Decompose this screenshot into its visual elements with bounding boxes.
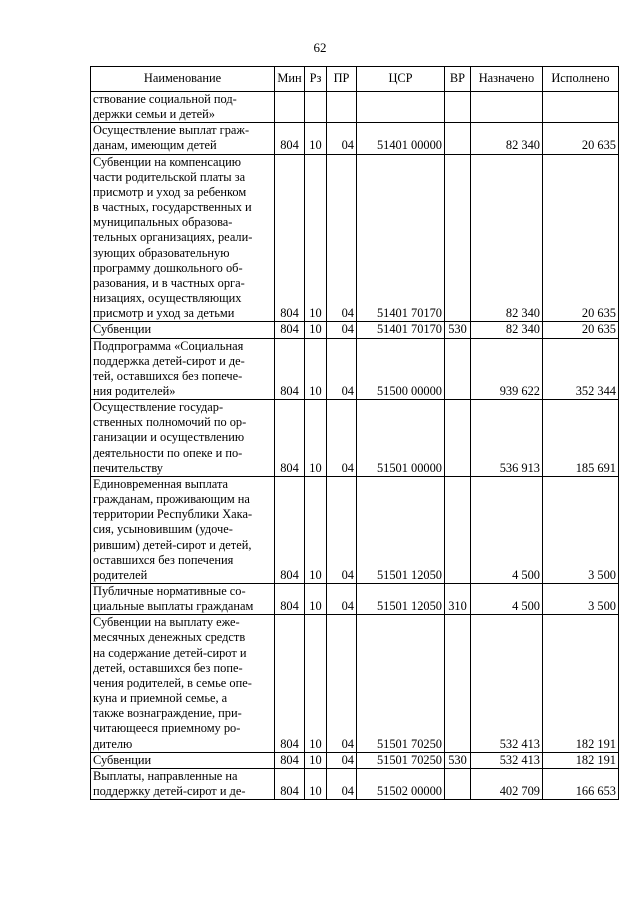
- table-row: [91, 615, 619, 752]
- table-row: [91, 584, 619, 615]
- cell-executed: 3 500: [543, 584, 619, 615]
- cell-csr: 51500 00000: [357, 338, 445, 400]
- cell-csr: 51401 00000: [357, 123, 445, 154]
- cell-pr: 04: [327, 768, 357, 799]
- cell-name: Подпрограмма «Социальная поддержка детей-сирот и де- тей, оставшихся без попече- ния родителей»: [91, 338, 275, 400]
- cell-vr: 310: [445, 584, 471, 615]
- cell-rz: 10: [305, 338, 327, 400]
- cell-assigned: 532 413: [471, 615, 543, 752]
- cell-executed: 182 191: [543, 752, 619, 768]
- header-csr: ЦСР: [357, 67, 445, 92]
- cell-min: 804: [275, 584, 305, 615]
- cell-executed: [543, 92, 619, 123]
- cell-csr: [357, 92, 445, 123]
- cell-vr: [445, 768, 471, 799]
- cell-min: 804: [275, 338, 305, 400]
- cell-rz: 10: [305, 752, 327, 768]
- header-rz: Рз: [305, 67, 327, 92]
- cell-assigned: 536 913: [471, 400, 543, 477]
- cell-assigned: 4 500: [471, 584, 543, 615]
- cell-name: Субвенции на выплату еже- месячных денежных средств на содержание детей-сирот и детей, оставшихся без попе- чения родителей, в семье опе- куна и приемной семье, а также вознаграждение, при- читающееся приемному ро- дителю: [91, 615, 275, 752]
- cell-min: [275, 92, 305, 123]
- cell-pr: 04: [327, 123, 357, 154]
- cell-name: Единовременная выплата гражданам, проживающим на территории Республики Хака- сия, усыновившим (удоче- рившим) детей-сирот и детей, оставшихся без попечения родителей: [91, 476, 275, 583]
- cell-executed: 185 691: [543, 400, 619, 477]
- cell-assigned: [471, 92, 543, 123]
- cell-min: 804: [275, 752, 305, 768]
- cell-name: Субвенции на компенсацию части родительской платы за присмотр и уход за ребенком в частных, государственных и муниципальных образова- тельных организациях, реали- зующих образовательную программу дошкольного об- разования, и в частных орга- низациях, осуществляющих присмотр и уход за детьми: [91, 154, 275, 322]
- cell-pr: 04: [327, 615, 357, 752]
- cell-rz: 10: [305, 400, 327, 477]
- cell-rz: 10: [305, 476, 327, 583]
- header-name: Наименование: [91, 67, 275, 92]
- cell-pr: 04: [327, 476, 357, 583]
- cell-executed: 166 653: [543, 768, 619, 799]
- cell-executed: 182 191: [543, 615, 619, 752]
- cell-executed: 20 635: [543, 322, 619, 338]
- cell-name: Осуществление государ- ственных полномочий по ор- ганизации и осуществлению деятельности по опеке и по- печительству: [91, 400, 275, 477]
- cell-min: 804: [275, 400, 305, 477]
- cell-assigned: 532 413: [471, 752, 543, 768]
- table-row: [91, 154, 619, 322]
- table-header-row: [91, 67, 619, 92]
- cell-pr: 04: [327, 752, 357, 768]
- table-row: [91, 322, 619, 338]
- cell-pr: 04: [327, 154, 357, 322]
- cell-rz: 10: [305, 615, 327, 752]
- cell-pr: 04: [327, 322, 357, 338]
- cell-pr: 04: [327, 338, 357, 400]
- cell-rz: 10: [305, 584, 327, 615]
- cell-executed: 352 344: [543, 338, 619, 400]
- cell-name: Субвенции: [91, 752, 275, 768]
- cell-name: ствование социальной под- держки семьи и детей»: [91, 92, 275, 123]
- cell-rz: 10: [305, 123, 327, 154]
- cell-csr: 51401 70170: [357, 154, 445, 322]
- cell-vr: [445, 123, 471, 154]
- table-row: [91, 476, 619, 583]
- cell-name: Выплаты, направленные на поддержку детей-сирот и де-: [91, 768, 275, 799]
- cell-vr: [445, 400, 471, 477]
- cell-vr: [445, 615, 471, 752]
- cell-executed: 20 635: [543, 154, 619, 322]
- cell-assigned: 82 340: [471, 322, 543, 338]
- header-pr: ПР: [327, 67, 357, 92]
- cell-vr: 530: [445, 752, 471, 768]
- cell-pr: [327, 92, 357, 123]
- cell-executed: 3 500: [543, 476, 619, 583]
- header-min: Мин: [275, 67, 305, 92]
- cell-rz: [305, 92, 327, 123]
- cell-min: 804: [275, 123, 305, 154]
- cell-vr: [445, 154, 471, 322]
- table-row: [91, 338, 619, 400]
- cell-csr: 51401 70170: [357, 322, 445, 338]
- cell-min: 804: [275, 476, 305, 583]
- cell-csr: 51501 70250: [357, 752, 445, 768]
- cell-csr: 51501 12050: [357, 476, 445, 583]
- budget-table: [90, 66, 619, 800]
- cell-min: 804: [275, 322, 305, 338]
- cell-csr: 51501 00000: [357, 400, 445, 477]
- table-row: [91, 400, 619, 477]
- header-assigned: Назначено: [471, 67, 543, 92]
- cell-pr: 04: [327, 400, 357, 477]
- cell-min: 804: [275, 154, 305, 322]
- cell-assigned: 939 622: [471, 338, 543, 400]
- cell-vr: [445, 338, 471, 400]
- cell-assigned: 402 709: [471, 768, 543, 799]
- header-executed: Исполнено: [543, 67, 619, 92]
- cell-csr: 51502 00000: [357, 768, 445, 799]
- page-number: 62: [313, 40, 327, 55]
- cell-assigned: 4 500: [471, 476, 543, 583]
- cell-pr: 04: [327, 584, 357, 615]
- cell-csr: 51501 70250: [357, 615, 445, 752]
- cell-vr: [445, 92, 471, 123]
- cell-vr: 530: [445, 322, 471, 338]
- cell-executed: 20 635: [543, 123, 619, 154]
- cell-min: 804: [275, 615, 305, 752]
- table-row: [91, 752, 619, 768]
- cell-name: Публичные нормативные со- циальные выплаты гражданам: [91, 584, 275, 615]
- cell-vr: [445, 476, 471, 583]
- cell-name: Субвенции: [91, 322, 275, 338]
- cell-min: 804: [275, 768, 305, 799]
- table-row: [91, 123, 619, 154]
- table-row: [91, 768, 619, 799]
- cell-csr: 51501 12050: [357, 584, 445, 615]
- cell-rz: 10: [305, 768, 327, 799]
- header-vr: ВР: [445, 67, 471, 92]
- cell-name: Осуществление выплат граж- данам, имеющим детей: [91, 123, 275, 154]
- cell-rz: 10: [305, 322, 327, 338]
- table-body: [91, 92, 619, 800]
- table-row: [91, 92, 619, 123]
- cell-assigned: 82 340: [471, 123, 543, 154]
- cell-rz: 10: [305, 154, 327, 322]
- cell-assigned: 82 340: [471, 154, 543, 322]
